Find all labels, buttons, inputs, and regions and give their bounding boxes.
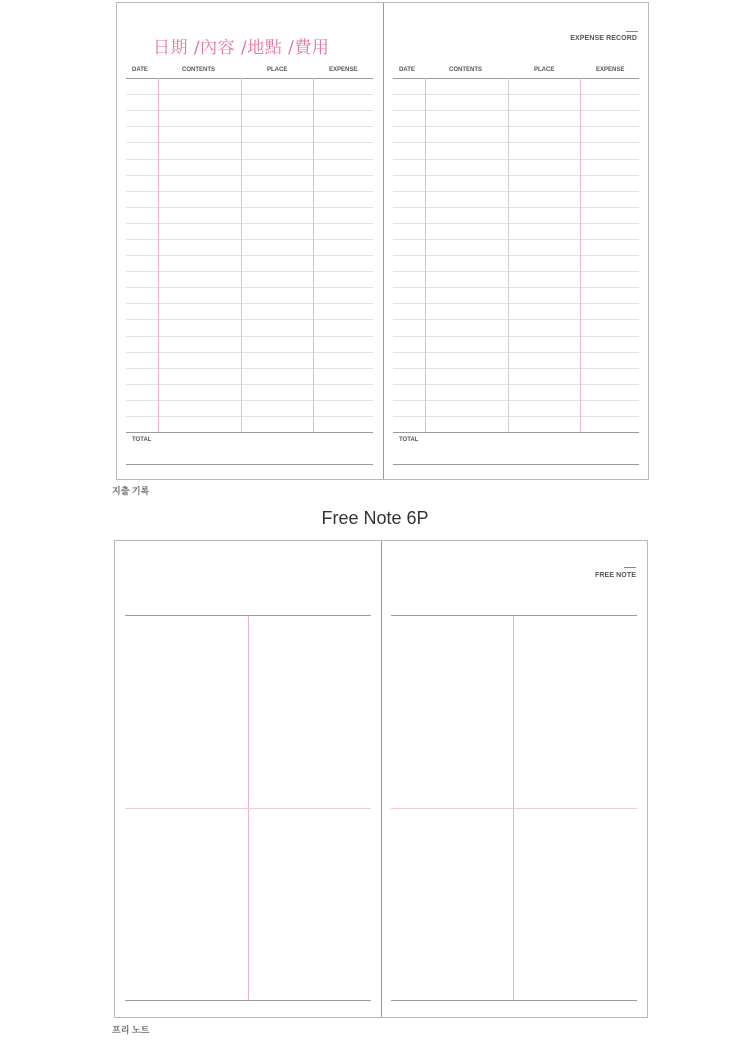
free-note-label: FREE NOTE — [595, 572, 636, 579]
total-label: TOTAL — [132, 437, 152, 443]
free-note-spread — [114, 540, 648, 1018]
table-row-rule — [126, 352, 373, 353]
table-row-rule — [126, 110, 373, 111]
free-note-title: Free Note 6P — [321, 508, 429, 528]
table-row-rule — [393, 255, 639, 256]
table-row-rule — [126, 384, 373, 385]
col-head-place: PLACE — [267, 67, 288, 73]
free-note-caption: 프리 노트 — [112, 1025, 150, 1035]
table-row-rule — [126, 175, 373, 176]
table-row-rule — [393, 384, 639, 385]
bottom-rule — [126, 464, 373, 465]
table-row-rule — [126, 303, 373, 304]
header-dash — [626, 31, 638, 32]
table-row-rule — [126, 191, 373, 192]
table-row-rule — [126, 239, 373, 240]
total-label: TOTAL — [399, 437, 419, 443]
table-row-rule — [393, 239, 639, 240]
table-row-rule — [126, 368, 373, 369]
right-top-rule — [391, 615, 637, 616]
col-head-expense: EXPENSE — [596, 67, 625, 73]
col-head-contents: CONTENTS — [182, 67, 215, 73]
contents-column-rule — [241, 78, 242, 432]
contents-column-rule — [508, 78, 509, 432]
spread-divider — [383, 3, 384, 479]
table-row-rule — [126, 94, 373, 95]
table-row-rule — [393, 207, 639, 208]
table-row-rule — [126, 126, 373, 127]
spread-divider — [381, 541, 382, 1017]
right-center-horizontal — [391, 808, 637, 809]
col-head-contents: CONTENTS — [449, 67, 482, 73]
table-row-rule — [126, 255, 373, 256]
table-row-rule — [126, 159, 373, 160]
left-expense-table — [126, 67, 373, 467]
total-rule — [126, 432, 373, 433]
table-header-rule — [126, 78, 373, 79]
total-rule — [393, 432, 639, 433]
table-row-rule — [393, 352, 639, 353]
col-head-expense: EXPENSE — [329, 67, 358, 73]
table-row-rule — [126, 207, 373, 208]
header-dash — [624, 567, 636, 568]
right-expense-table — [393, 67, 639, 467]
table-row-rule — [126, 142, 373, 143]
col-head-place: PLACE — [534, 67, 555, 73]
table-row-rule — [393, 303, 639, 304]
right-bottom-rule — [391, 1000, 637, 1001]
place-column-rule — [580, 78, 581, 432]
table-row-rule — [393, 368, 639, 369]
table-row-rule — [393, 159, 639, 160]
table-row-rule — [393, 175, 639, 176]
table-row-rule — [126, 319, 373, 320]
table-row-rule — [126, 336, 373, 337]
col-head-date: DATE — [132, 67, 148, 73]
table-row-rule — [126, 416, 373, 417]
table-row-rule — [393, 191, 639, 192]
table-row-rule — [393, 319, 639, 320]
expense-record-spread — [116, 2, 649, 480]
table-row-rule — [393, 142, 639, 143]
table-header-rule — [393, 78, 639, 79]
table-row-rule — [393, 94, 639, 95]
place-column-rule — [313, 78, 314, 432]
expense-record-label: EXPENSE RECORD — [570, 35, 637, 42]
date-column-rule — [158, 78, 159, 432]
expense-annotation: 日期 /內容 /地點 /費用 — [153, 38, 330, 58]
date-column-rule — [425, 78, 426, 432]
table-row-rule — [393, 223, 639, 224]
table-row-rule — [393, 287, 639, 288]
table-row-rule — [393, 110, 639, 111]
table-row-rule — [393, 126, 639, 127]
bottom-rule — [393, 464, 639, 465]
expense-caption: 지출 기록 — [112, 486, 150, 496]
table-row-rule — [126, 271, 373, 272]
table-row-rule — [126, 400, 373, 401]
table-row-rule — [393, 336, 639, 337]
left-bottom-rule — [125, 1000, 371, 1001]
table-row-rule — [126, 287, 373, 288]
table-row-rule — [126, 223, 373, 224]
left-center-horizontal — [125, 808, 371, 809]
col-head-date: DATE — [399, 67, 415, 73]
table-row-rule — [393, 400, 639, 401]
table-row-rule — [393, 416, 639, 417]
table-row-rule — [393, 271, 639, 272]
